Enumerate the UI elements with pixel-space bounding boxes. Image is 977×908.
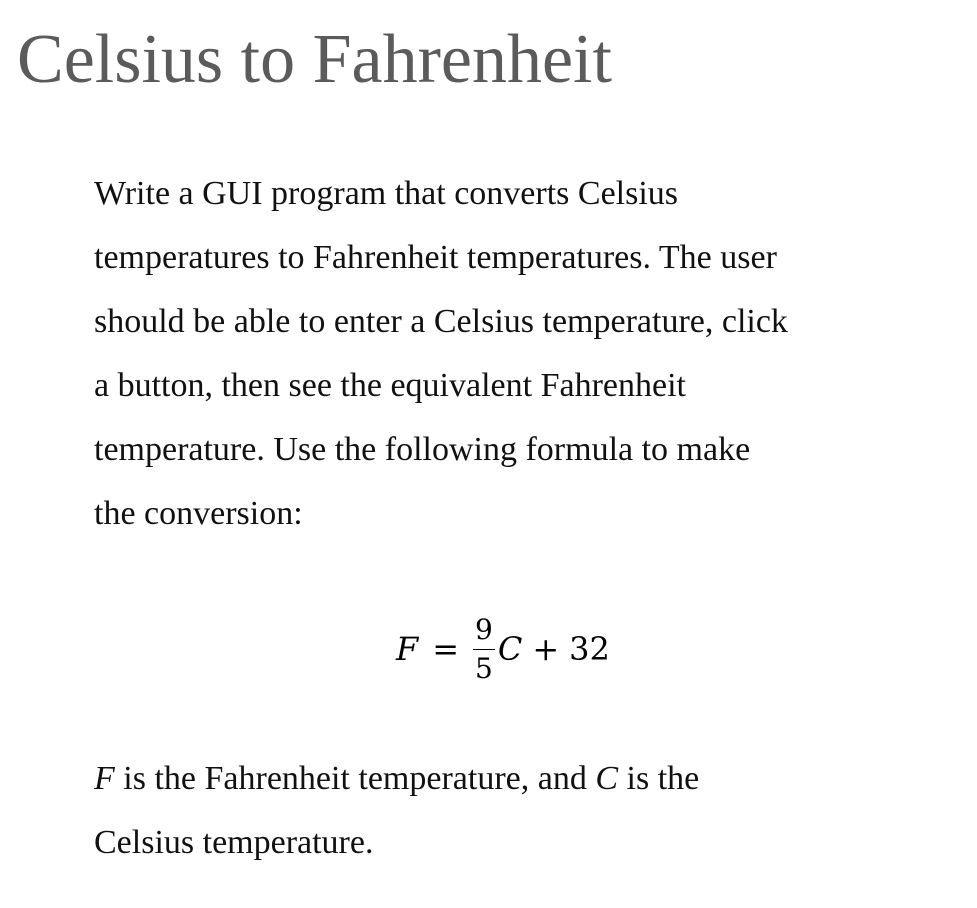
intro-line: a button, then see the equivalent Fahrenheit xyxy=(94,367,686,404)
conversion-formula xyxy=(396,606,610,692)
intro-line: Write a GUI program that converts Celsius xyxy=(94,175,679,212)
formula-fraction xyxy=(473,614,495,685)
formula-plus: + xyxy=(532,630,560,668)
explanation-paragraph xyxy=(94,747,954,875)
intro-line: temperatures to Fahrenheit temperatures. The user xyxy=(94,239,777,276)
formula-variable: C xyxy=(497,630,523,668)
explanation-line: Celsius temperature. xyxy=(94,824,374,861)
explanation-text-1: is the Fahrenheit temperature, and xyxy=(114,760,596,797)
formula-constant: 32 xyxy=(569,630,610,668)
intro-line: temperature. Use the following formula to make xyxy=(94,431,751,468)
formula-denominator: 5 xyxy=(475,651,493,685)
explanation-line xyxy=(94,747,954,811)
intro-paragraph xyxy=(94,162,954,546)
explanation-var-f: F xyxy=(94,760,115,797)
formula-numerator: 9 xyxy=(473,614,495,650)
explanation-var-c: C xyxy=(595,760,619,797)
formula-lhs: F xyxy=(396,630,419,668)
page-title: Celsius to Fahrenheit xyxy=(17,21,612,98)
explanation-text-2: is the xyxy=(618,760,700,797)
intro-line: should be able to enter a Celsius temperature, click xyxy=(94,303,788,340)
formula-equals: = xyxy=(432,630,460,668)
intro-line: the conversion: xyxy=(94,495,303,532)
